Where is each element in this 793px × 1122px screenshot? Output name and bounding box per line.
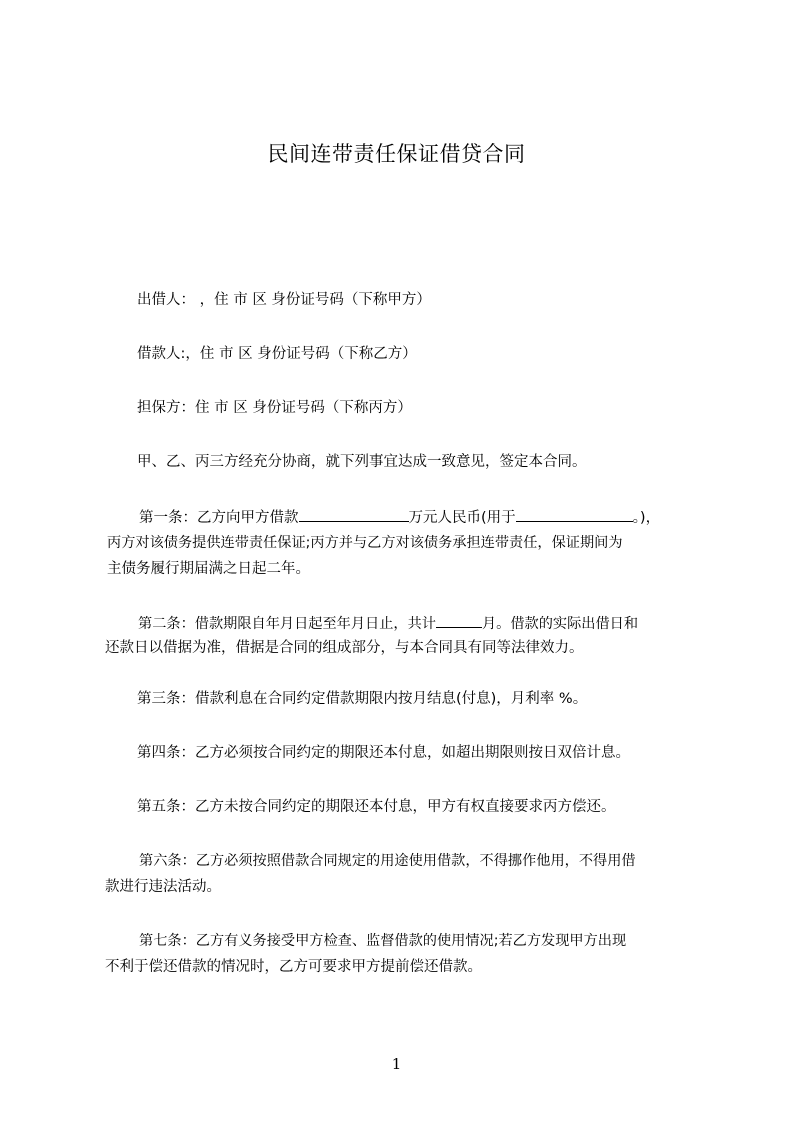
article-2-text-b: 月。借款的实际出借日和 <box>481 616 639 632</box>
article-1-text-a: 第一条：乙方向甲方借款 <box>139 510 299 526</box>
article-6-line-2: 款进行违法活动。 <box>105 879 221 895</box>
loan-amount-blank[interactable] <box>299 508 409 522</box>
loan-months-blank[interactable] <box>436 614 482 628</box>
article-1-text-c: 。)， <box>632 510 661 526</box>
article-6-line-1: 第六条：乙方必须按照借款合同规定的用途使用借款，不得挪作他用，不得用借 <box>139 853 636 869</box>
article-7-line-1: 第七条：乙方有义务接受甲方检查、监督借款的使用情况;若乙方发现甲方出现 <box>139 933 627 949</box>
article-2-line-1 <box>138 614 638 631</box>
article-2-text-a: 第二条：借款期限自年月日起至年月日止，共计 <box>138 616 436 632</box>
intro-line: 甲、乙、丙三方经充分协商，就下列事宜达成一致意见，签定本合同。 <box>137 454 587 470</box>
article-3-line: 第三条：借款利息在合同约定借款期限内按月结息(付息)，月利率 %。 <box>137 691 588 707</box>
article-1-line-1 <box>139 508 660 526</box>
document-title: 民间连带责任保证借贷合同 <box>267 142 526 166</box>
article-7-line-2: 不利于偿还借款的情况时，乙方可要求甲方提前偿还借款。 <box>105 959 482 975</box>
lender-line: 出借人： ，住 市 区 身份证号码（下称甲方） <box>137 292 431 308</box>
borrower-line: 借款人:，住 市 区 身份证号码（下称乙方） <box>137 346 417 362</box>
page-number: 1 <box>391 1055 402 1073</box>
article-1-text-b: 万元人民币(用于 <box>408 510 516 526</box>
loan-purpose-blank[interactable] <box>516 508 633 522</box>
guarantor-line: 担保方：住 市 区 身份证号码（下称丙方） <box>137 400 412 416</box>
article-1-line-2: 丙方对该债务提供连带责任保证;丙方并与乙方对该债务承担连带责任，保证期间为 <box>107 535 623 551</box>
article-5-line: 第五条：乙方未按合同约定的期限还本付息，甲方有权直接要求丙方偿还。 <box>137 799 616 815</box>
article-2-line-2: 还款日以借据为准，借据是合同的组成部分，与本合同具有同等法律效力。 <box>105 640 584 656</box>
article-4-line: 第四条：乙方必须按合同约定的期限还本付息，如超出期限则按日双倍计息。 <box>137 745 630 761</box>
article-1-line-3: 主债务履行期届满之日起二年。 <box>107 561 310 577</box>
